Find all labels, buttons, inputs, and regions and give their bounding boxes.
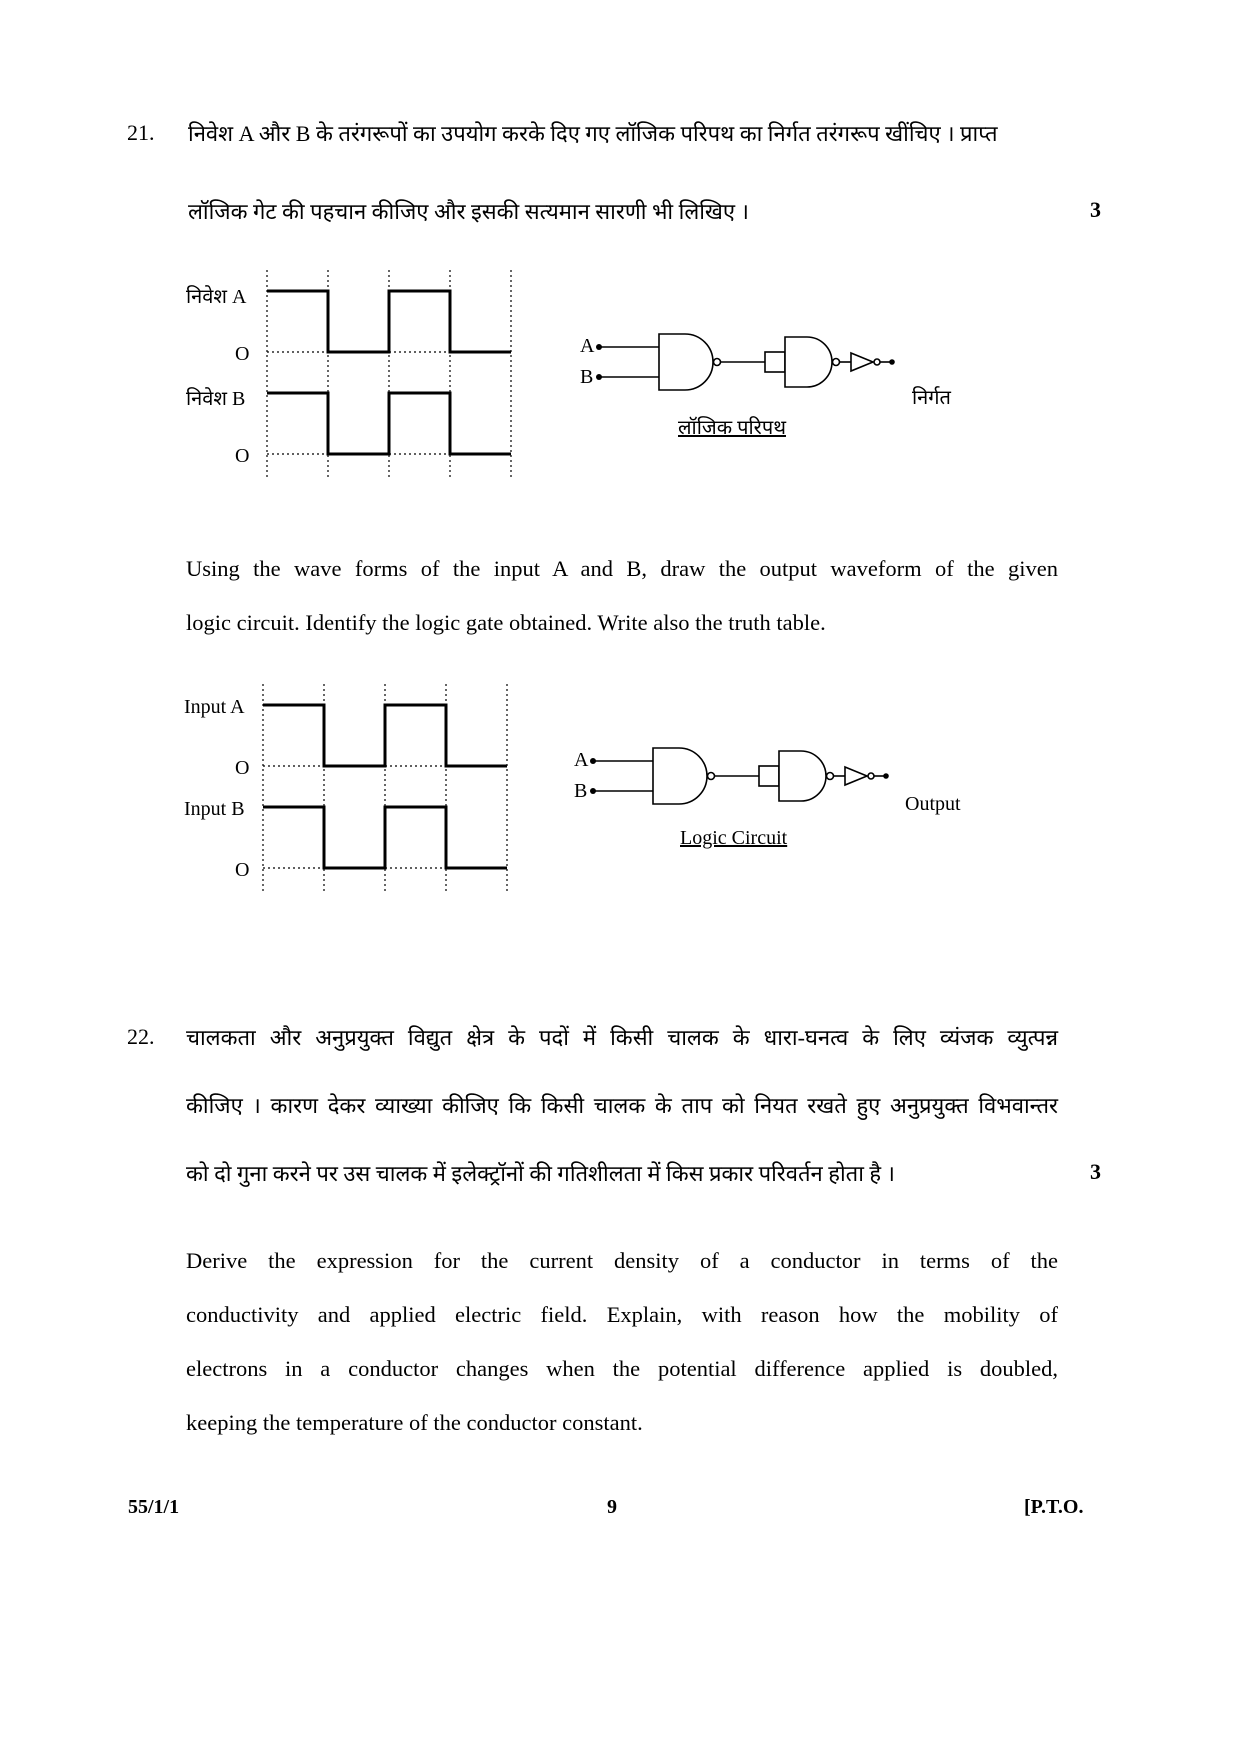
q21-english-line-1: Using the wave forms of the input A and B, draw the output waveform of the given xyxy=(186,556,1058,581)
inversion-bubble xyxy=(833,359,840,366)
input-b-label: निवेश B xyxy=(186,388,246,410)
waveform-diagram xyxy=(260,270,520,485)
not-gate xyxy=(851,353,873,371)
q22-hindi-line-2: कीजिए । कारण देकर व्याख्या कीजिए कि किसी चालक के ताप को नियत रखते हुए अनुप्रयुक्त विभवान्तर xyxy=(186,1093,1058,1118)
output-terminal xyxy=(883,773,889,779)
nand-gate xyxy=(659,334,713,390)
input-b-label: Input B xyxy=(184,798,245,820)
marks: 3 xyxy=(1090,197,1101,222)
inversion-bubble xyxy=(827,773,834,780)
q22-english-line-2: conductivity and applied electric field. Explain, with reason how the mobility of xyxy=(186,1302,1058,1327)
zero-level-label: O xyxy=(235,859,250,881)
input-a-waveform xyxy=(267,291,511,352)
inversion-bubble xyxy=(714,359,721,366)
output-label: Output xyxy=(905,793,961,815)
question-number: 22. xyxy=(127,1024,155,1049)
q22-english-line-3: electrons in a conductor changes when the potential difference applied is doubled, xyxy=(186,1356,1058,1381)
circuit-caption: Logic Circuit xyxy=(680,827,788,849)
logic-circuit xyxy=(595,330,935,400)
nand-gate xyxy=(779,751,826,801)
q21-hindi-line-2: लॉजिक गेट की पहचान कीजिए और इसकी सत्यमान सारणी भी लिखिए । xyxy=(188,199,749,224)
marks: 3 xyxy=(1090,1159,1101,1184)
gate-input-b-label: B xyxy=(574,780,588,802)
nand-gate xyxy=(785,337,832,387)
inversion-bubble xyxy=(708,773,715,780)
zero-level-label: O xyxy=(235,343,250,365)
logic-circuit xyxy=(589,744,929,814)
gate-input-a-label: A xyxy=(574,749,589,771)
shorted-inputs xyxy=(765,352,785,372)
q22-hindi-line-3: को दो गुना करने पर उस चालक में इलेक्ट्रॉनों की गतिशीलता में किस प्रकार परिवर्तन होता है । xyxy=(186,1161,895,1186)
inversion-bubble xyxy=(868,773,874,779)
please-turn-over: [P.T.O. xyxy=(1024,1496,1084,1518)
nand-gate xyxy=(653,748,707,804)
question-number: 21. xyxy=(127,120,155,145)
waveform-diagram xyxy=(256,684,516,899)
output-terminal xyxy=(889,359,895,365)
q21-hindi-line-1: निवेश A और B के तरंगरूपों का उपयोग करके दिए गए लॉजिक परिपथ का निर्गत तरंगरूप खींचिए । प्राप्त xyxy=(188,121,998,146)
input-a-waveform xyxy=(263,705,507,766)
circuit-caption: लॉजिक परिपथ xyxy=(678,417,786,439)
zero-level-label: O xyxy=(235,757,250,779)
zero-level-label: O xyxy=(235,445,250,467)
q21-english-line-2: logic circuit. Identify the logic gate obtained. Write also the truth table. xyxy=(186,610,826,635)
gate-input-b-label: B xyxy=(580,366,594,388)
input-a-label: निवेश A xyxy=(186,286,247,308)
input-b-waveform xyxy=(267,393,511,454)
inversion-bubble xyxy=(874,359,880,365)
input-b-waveform xyxy=(263,807,507,868)
q22-hindi-line-1: चालकता और अनुप्रयुक्त विद्युत क्षेत्र के पदों में किसी चालक के धारा-घनत्व के लिए व्यंजक व्युत्पन्न xyxy=(186,1025,1058,1050)
q22-english-line-4: keeping the temperature of the conductor constant. xyxy=(186,1410,643,1435)
not-gate xyxy=(845,767,867,785)
input-a-label: Input A xyxy=(184,696,245,718)
page-number: 9 xyxy=(607,1496,617,1518)
gate-input-a-label: A xyxy=(580,335,595,357)
q22-english-line-1: Derive the expression for the current density of a conductor in terms of the xyxy=(186,1248,1058,1273)
output-label: निर्गत xyxy=(912,387,951,409)
paper-code: 55/1/1 xyxy=(128,1496,180,1518)
shorted-inputs xyxy=(759,766,779,786)
